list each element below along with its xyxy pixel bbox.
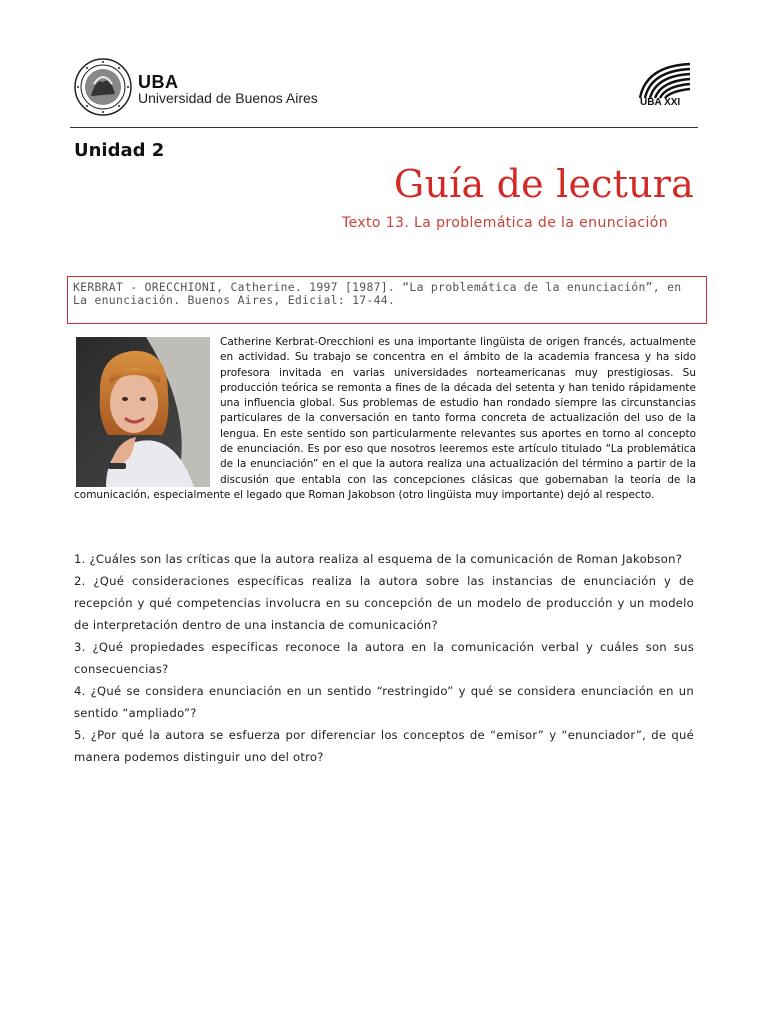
ubaxxi-label: UBA XXI [640,97,681,108]
citation-box [67,276,707,324]
bio-text: Catherine Kerbrat-Orecchioni es una importante lingüista de origen francés, actualmente en actividad. Su trabajo se concentra en el ámbito de la academia francesa y ha sido profesora invitada en varias universidades norteamericanas muy prestigiosas. Su producción teórica se remonta a fines de la década del setenta y han tenido rápidamente una influencia global. Sus problemas de estudio han rondado siempre las circunstancias particulares de la conversación en tanto forma concreta de actualización del uso de la lengua. En este sentido son particularmente relevantes sus aportes en torno al concepto de enunciación. Es por eso que nosotros leeremos este artículo titulado “La problemática de la enunciación” en el que la autora realiza una actualización del término a partir de la discusión que entabla con las concepciones clásicas que gobernaban la teoría de la comunicación, especialmente el legado que Roman Jakobson (otro lingüista muy importante) dejó al respecto. [74,336,696,501]
question-item: 2. ¿Qué consideraciones específicas realiza la autora sobre las instancias de enunciación y de recepción y qué competencias involucra en su concepción de un modelo de producción y un modelo de interpretación dentro de una instancia de comunicación? [74,574,694,632]
question-item: 3. ¿Qué propiedades específicas reconoce la autora en la comunicación verbal y cuáles son sus consecuencias? [74,640,694,676]
unit-heading: Unidad 2 [74,140,165,161]
page-subtitle: Texto 13. La problemática de la enunciación [342,215,668,231]
uba-brand-text: UBA [138,72,179,92]
header-divider [70,127,698,128]
question-item: 4. ¿Qué se considera enunciación en un sentido “restringido” y qué se considera enunciación en un sentido “ampliado”? [74,684,694,720]
question-list [74,548,694,768]
question-item: 5. ¿Por qué la autora se esfuerza por diferenciar los conceptos de “emisor” y “enunciador”, de qué manera podemos distinguir uno del otro? [74,728,694,764]
ubaxxi-stripes-icon [636,60,692,100]
university-seal-icon [74,58,132,116]
page-title: Guía de lectura [393,162,694,206]
photo-spacer [74,335,220,487]
author-bio [74,335,696,503]
citation-text: KERBRAT - ORECCHIONI, Catherine. 1997 [1987]. “La problemática de la enunciación”, en La enunciación. Buenos Aires, Edicial: 17-44. [73,280,682,307]
university-name: Universidad de Buenos Aires [138,90,318,106]
question-item: 1. ¿Cuáles son las críticas que la autora realiza al esquema de la comunicación de Roman Jakobson? [74,552,683,566]
